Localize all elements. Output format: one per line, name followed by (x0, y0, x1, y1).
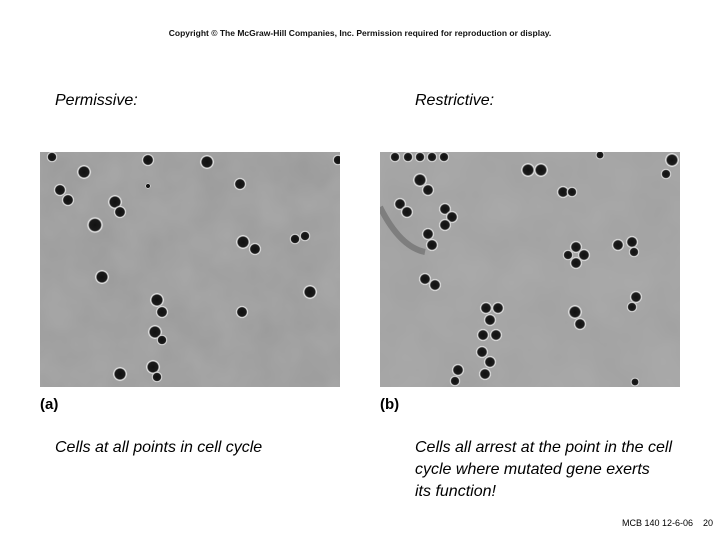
restrictive-heading: Restrictive: (415, 92, 495, 109)
page-number: 20 (703, 518, 714, 528)
permissive-caption: Cells at all points in cell cycle (55, 439, 263, 456)
micrograph-permissive (40, 152, 340, 387)
permissive-heading: Permissive: (55, 92, 138, 109)
micrograph-restrictive (380, 152, 680, 387)
copyright-notice: Copyright © The McGraw-Hill Companies, Inc. Permission required for reproduction or display. (168, 28, 552, 38)
caption-line-1: Cells all arrest at the point in the cell (415, 439, 673, 456)
caption-line-2: cycle where mutated gene exerts (415, 461, 650, 478)
course-note: MCB 140 12-6-06 (622, 518, 694, 528)
panel-label-a: (a) (40, 396, 59, 413)
restrictive-caption (415, 437, 672, 503)
panel-label-b: (b) (380, 396, 400, 413)
caption-line-3: its function! (415, 483, 496, 500)
